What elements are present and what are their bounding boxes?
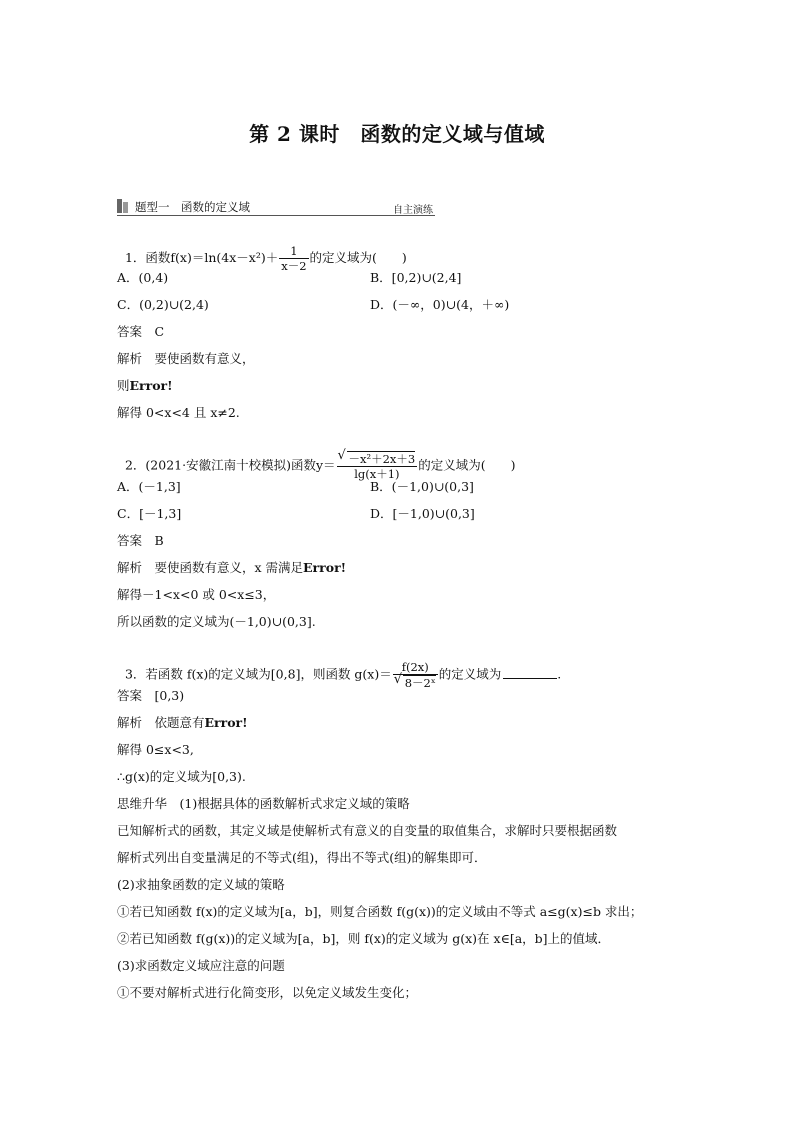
q2-option-a: A．(－1,3]: [117, 479, 181, 494]
q1-option-a: A．(0,4): [117, 270, 169, 285]
summary-line-6: ②若已知函数 f(g(x))的定义域为[a，b]，则 f(x)的定义域为 g(x)在 x∈[a，b]上的值域．: [117, 931, 611, 946]
q3-fraction: f(2x) √ 8－2ˣ: [393, 660, 438, 690]
q1-stem: 1．函数f(x)＝ln(4x－x²)＋ $\frac{1}{x-2}$ 的定义域为( ): [124, 244, 407, 273]
q2-option-c: C．[－1,3]: [117, 506, 182, 521]
summary-line-7: (3)求函数定义域应注意的问题: [117, 958, 285, 973]
summary-line-1: 思维升华 (1)根据具体的函数解析式求定义域的策略: [117, 796, 410, 811]
q3-stem: 3．若函数 f(x)的定义域为[0,8]，则函数 g(x)＝ f(2x) √ 8－2ˣ 的定义域为 .: [117, 644, 561, 690]
q2-fraction: √ $\frac{\text{－x²＋2x＋3}}{\lg(x+1)}$: [337, 451, 418, 481]
section-header: [117, 199, 435, 216]
q3-conclusion: ∴g(x)的定义域为[0,3).: [117, 769, 246, 784]
summary-line-2: 已知解析式的函数，其定义域是使解析式有意义的自变量的取值集合，求解时只要根据函数: [117, 823, 618, 838]
q2-option-b: B．(－1,0)∪(0,3]: [370, 479, 474, 494]
q3-answer: 答案 [0,3): [117, 688, 185, 703]
page-title: 第 2 课时 函数的定义域与值域: [249, 122, 545, 146]
q3-analysis: 解析 依题意有Error!: [117, 715, 248, 730]
q2-analysis: 解析 要使函数有意义，x 需满足Error!: [117, 560, 347, 575]
q1-option-b: B．[0,2)∪(2,4]: [370, 270, 462, 285]
section-tag: 自主演练: [393, 205, 433, 216]
q1-option-d: D．(－∞，0)∪(4，＋∞): [370, 297, 510, 312]
q2-stem: 2．(2021·安徽江南十校模拟)函数y＝ √ $\frac{\text{－x²＋2x＋3}}{\lg(x+1)}$ 的定义域为( ): [117, 435, 516, 481]
summary-line-3: 解析式列出自变量满足的不等式(组)，得出不等式(组)的解集即可．: [117, 850, 487, 865]
q1-fraction: $\frac{1}{x-2}$: [281, 244, 307, 273]
q2-answer: 答案 B: [117, 533, 164, 548]
summary-line-8: ①不要对解析式进行化简变形，以免定义域发生变化；: [117, 985, 418, 1000]
q2-conclusion: 所以函数的定义域为(－1,0)∪(0,3].: [117, 614, 316, 629]
q3-solve: 解得 0≤x<3,: [117, 742, 194, 757]
summary-line-5: ①若已知函数 f(x)的定义域为[a，b]，则复合函数 f(g(x))的定义域由不等式 a≤g(x)≤b 求出；: [117, 904, 643, 919]
answer-blank: [503, 678, 557, 679]
q1-analysis: 解析 要使函数有意义，: [117, 351, 255, 366]
q1-answer: 答案 C: [117, 324, 165, 339]
q1-solve: 解得 0<x<4 且 x≠2.: [117, 405, 240, 420]
q2-solve: 解得－1<x<0 或 0<x≤3，: [117, 587, 276, 602]
section-title: 题型一 函数的定义域: [135, 200, 250, 214]
q1-option-c: C．(0,2)∪(2,4): [117, 297, 209, 312]
q1-then: 则Error!: [117, 378, 173, 393]
summary-line-4: (2)求抽象函数的定义域的策略: [117, 877, 285, 892]
q2-option-d: D．[－1,0)∪(0,3]: [370, 506, 475, 521]
bookmark-icon: [117, 199, 129, 213]
